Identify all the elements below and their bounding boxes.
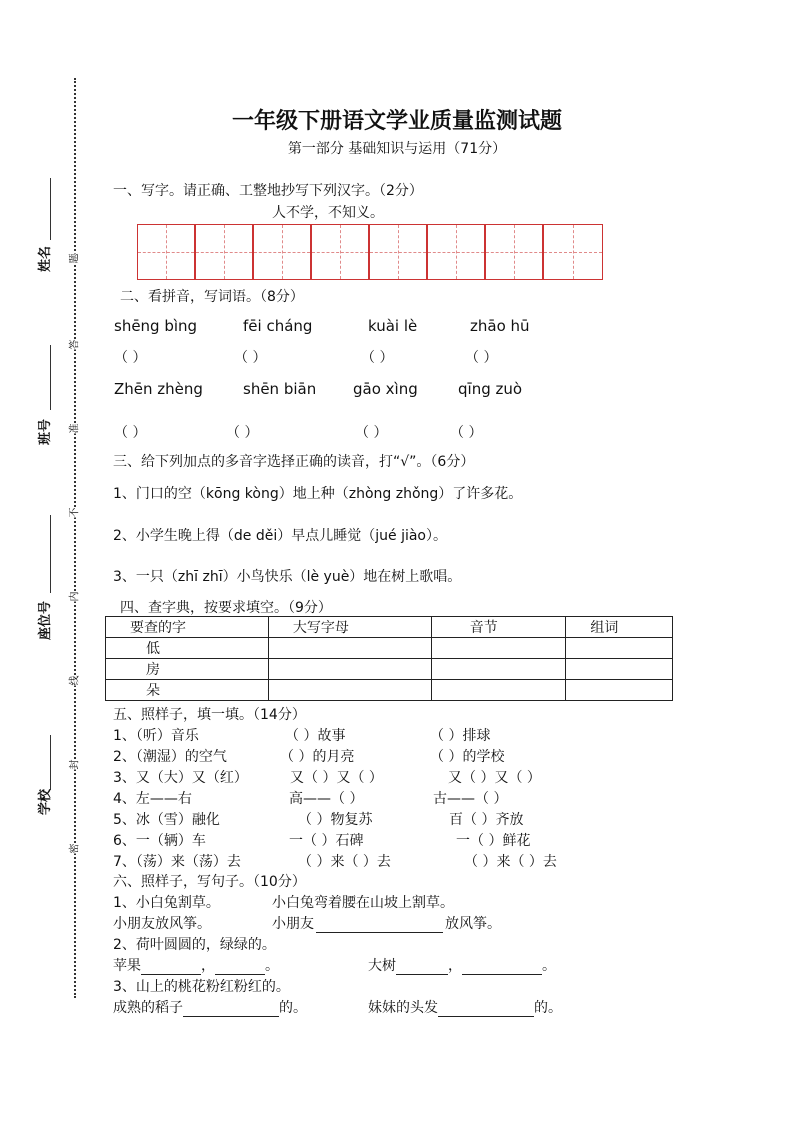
answer-blank[interactable] — [215, 960, 265, 975]
pinyin-item: fēi cháng — [243, 317, 313, 335]
sentence-fill — [368, 955, 556, 975]
pinyin-item: gāo xìng — [353, 380, 418, 398]
pinyin-item: Zhēn zhèng — [114, 380, 203, 398]
polyphone-item[interactable]: 3、一只（zhī zhī）小鸟快乐（lè yuè）地在树上歌唱。 — [113, 569, 462, 585]
answer-cell[interactable] — [268, 659, 431, 680]
page-subtitle: 第一部分 基础知识与运用（71分） — [287, 141, 507, 157]
table-row — [106, 659, 673, 680]
fill-blank[interactable]: 一（ ）石碑 — [289, 833, 364, 849]
answer-paren[interactable]: （ ） — [465, 350, 498, 366]
page-title: 一年级下册语文学业质量监测试题 — [231, 108, 562, 134]
column-header: 组词 — [566, 617, 673, 638]
seal-char: 答 — [65, 340, 82, 350]
polyphone-item[interactable]: 1、门口的空（kōng kòng）地上种（zhòng zhǒng）了许多花。 — [113, 486, 523, 502]
fill-blank[interactable]: （ ）物复苏 — [298, 812, 373, 828]
section6-heading: 六、照样子，写句子。（10分） — [113, 874, 306, 890]
sentence-model-expanded: 小白兔弯着腰在山坡上割草。 — [272, 895, 454, 911]
answer-paren[interactable]: （ ） — [226, 425, 259, 441]
pinyin-item: shēn biān — [243, 380, 317, 398]
sentence-fill-suffix: 放风筝。 — [445, 916, 501, 932]
seal-char: 封 — [65, 760, 82, 770]
sentence-model: 1、小白兔割草。 — [113, 895, 220, 911]
answer-cell[interactable] — [566, 680, 673, 701]
binding-dotted-line — [74, 78, 76, 998]
answer-cell[interactable] — [268, 638, 431, 659]
sentence-fill-suffix: 。 — [542, 958, 556, 974]
sentence-fill-prefix: 苹果 — [113, 958, 141, 974]
column-header: 音节 — [431, 617, 566, 638]
column-header: 要查的字 — [106, 617, 269, 638]
column-header: 大写字母 — [268, 617, 431, 638]
answer-cell[interactable] — [268, 680, 431, 701]
pinyin-item: qīng zuò — [458, 380, 523, 398]
answer-blank[interactable] — [183, 1002, 279, 1017]
fill-blank[interactable]: 一（ ）鲜花 — [456, 833, 531, 849]
answer-blank[interactable] — [438, 1002, 534, 1017]
sentence-fill — [368, 997, 562, 1017]
grid-cell[interactable] — [428, 225, 486, 279]
fill-blank[interactable]: 又（ ）又（ ） — [290, 770, 383, 786]
pinyin-item: kuài lè — [368, 317, 418, 335]
sentence-fill-suffix: 的。 — [279, 1000, 307, 1016]
grid-cell[interactable] — [544, 225, 602, 279]
fill-blank[interactable]: 百（ ）齐放 — [449, 812, 524, 828]
char-cell: 房 — [106, 659, 269, 680]
sentence-fill — [272, 913, 501, 933]
answer-cell[interactable] — [431, 659, 566, 680]
seat-underline — [50, 515, 51, 593]
answer-paren[interactable]: （ ） — [450, 425, 483, 441]
seal-char: 不 — [65, 508, 82, 518]
char-cell: 低 — [106, 638, 269, 659]
sentence-fill-suffix: 的。 — [534, 1000, 562, 1016]
answer-blank[interactable] — [396, 960, 448, 975]
class-label: 班号 — [38, 418, 53, 445]
grid-cell[interactable] — [138, 225, 196, 279]
grid-cell[interactable] — [254, 225, 312, 279]
school-underline — [50, 735, 51, 790]
fill-model: 1、（听）音乐 — [113, 728, 199, 744]
answer-blank[interactable] — [462, 960, 542, 975]
fill-blank[interactable]: 高——（ ） — [289, 791, 364, 807]
sentence-fill-sep: ， — [448, 958, 462, 974]
fill-blank[interactable]: （ ）来（ ）去 — [298, 854, 391, 870]
seal-char: 题 — [65, 254, 82, 264]
sentence-fill-prefix: 成熟的稻子 — [113, 1000, 183, 1016]
fill-blank[interactable]: （ ）的月亮 — [280, 749, 355, 765]
fill-blank[interactable]: （ ）排球 — [430, 728, 491, 744]
pinyin-item: zhāo hū — [470, 317, 530, 335]
seal-char: 线 — [65, 676, 82, 686]
sentence-fill-sep: ， — [201, 958, 215, 974]
fill-model: 2、（潮湿）的空气 — [113, 749, 227, 765]
sentence-fill — [113, 997, 307, 1017]
answer-paren[interactable]: （ ） — [355, 425, 388, 441]
section2-heading: 二、看拼音，写词语。（8分） — [120, 289, 304, 305]
seat-label: 座位号 — [38, 600, 53, 640]
answer-blank[interactable] — [141, 960, 201, 975]
sentence-task: 小朋友放风筝。 — [113, 916, 211, 932]
seal-char: 准 — [65, 424, 82, 434]
answer-cell[interactable] — [566, 638, 673, 659]
fill-blank[interactable]: 又（ ）又（ ） — [448, 770, 541, 786]
section5-heading: 五、照样子，填一填。（14分） — [113, 707, 306, 723]
school-label: 学校 — [38, 788, 53, 815]
fill-blank[interactable]: （ ）来（ ）去 — [464, 854, 557, 870]
name-underline — [50, 178, 51, 240]
table-row — [106, 680, 673, 701]
table-row — [106, 638, 673, 659]
answer-cell[interactable] — [566, 659, 673, 680]
fill-blank[interactable]: 古——（ ） — [433, 791, 508, 807]
fill-model: 6、一（辆）车 — [113, 833, 206, 849]
sentence-model: 3、山上的桃花粉红粉红的。 — [113, 979, 290, 995]
polyphone-item[interactable]: 2、小学生晚上得（de děi）早点儿睡觉（jué jiào）。 — [113, 528, 447, 544]
sentence-fill — [113, 955, 279, 975]
answer-blank[interactable] — [316, 918, 443, 933]
writing-grid[interactable] — [137, 224, 603, 280]
section4-heading: 四、查字典，按要求填空。（9分） — [120, 600, 332, 616]
name-label: 姓名 — [38, 245, 53, 272]
grid-cell[interactable] — [370, 225, 428, 279]
answer-paren[interactable]: （ ） — [114, 350, 147, 366]
grid-cell[interactable] — [486, 225, 544, 279]
sentence-fill-suffix: 。 — [265, 958, 279, 974]
section1-heading: 一、写字。请正确、工整地抄写下列汉字。（2分） — [113, 183, 423, 199]
section3-heading: 三、给下列加点的多音字选择正确的读音，打“√”。（6分） — [113, 454, 475, 470]
seal-char: 密 — [65, 844, 82, 854]
char-cell: 朵 — [106, 680, 269, 701]
fill-model: 4、左——右 — [113, 791, 192, 807]
fill-blank[interactable]: （ ）故事 — [285, 728, 346, 744]
sentence-fill-prefix: 妹妹的头发 — [368, 1000, 438, 1016]
answer-cell[interactable] — [431, 680, 566, 701]
answer-paren[interactable]: （ ） — [234, 350, 267, 366]
answer-cell[interactable] — [431, 638, 566, 659]
answer-paren[interactable]: （ ） — [114, 425, 147, 441]
fill-model: 7、（荡）来（荡）去 — [113, 854, 241, 870]
table-header-row — [106, 617, 673, 638]
dictionary-table — [105, 616, 673, 701]
grid-cell[interactable] — [196, 225, 254, 279]
pinyin-item: shēng bìng — [114, 317, 198, 335]
answer-paren[interactable]: （ ） — [361, 350, 394, 366]
sentence-fill-prefix: 大树 — [368, 958, 396, 974]
sentence-model: 2、荷叶圆圆的，绿绿的。 — [113, 937, 276, 953]
model-text: 人不学，不知义。 — [272, 205, 384, 221]
fill-model: 3、又（大）又（红） — [113, 770, 248, 786]
fill-model: 5、冰（雪）融化 — [113, 812, 220, 828]
fill-blank[interactable]: （ ）的学校 — [430, 749, 505, 765]
class-underline — [50, 345, 51, 410]
grid-cell[interactable] — [312, 225, 370, 279]
sentence-fill-prefix: 小朋友 — [272, 916, 314, 932]
seal-char: 内 — [65, 592, 82, 602]
